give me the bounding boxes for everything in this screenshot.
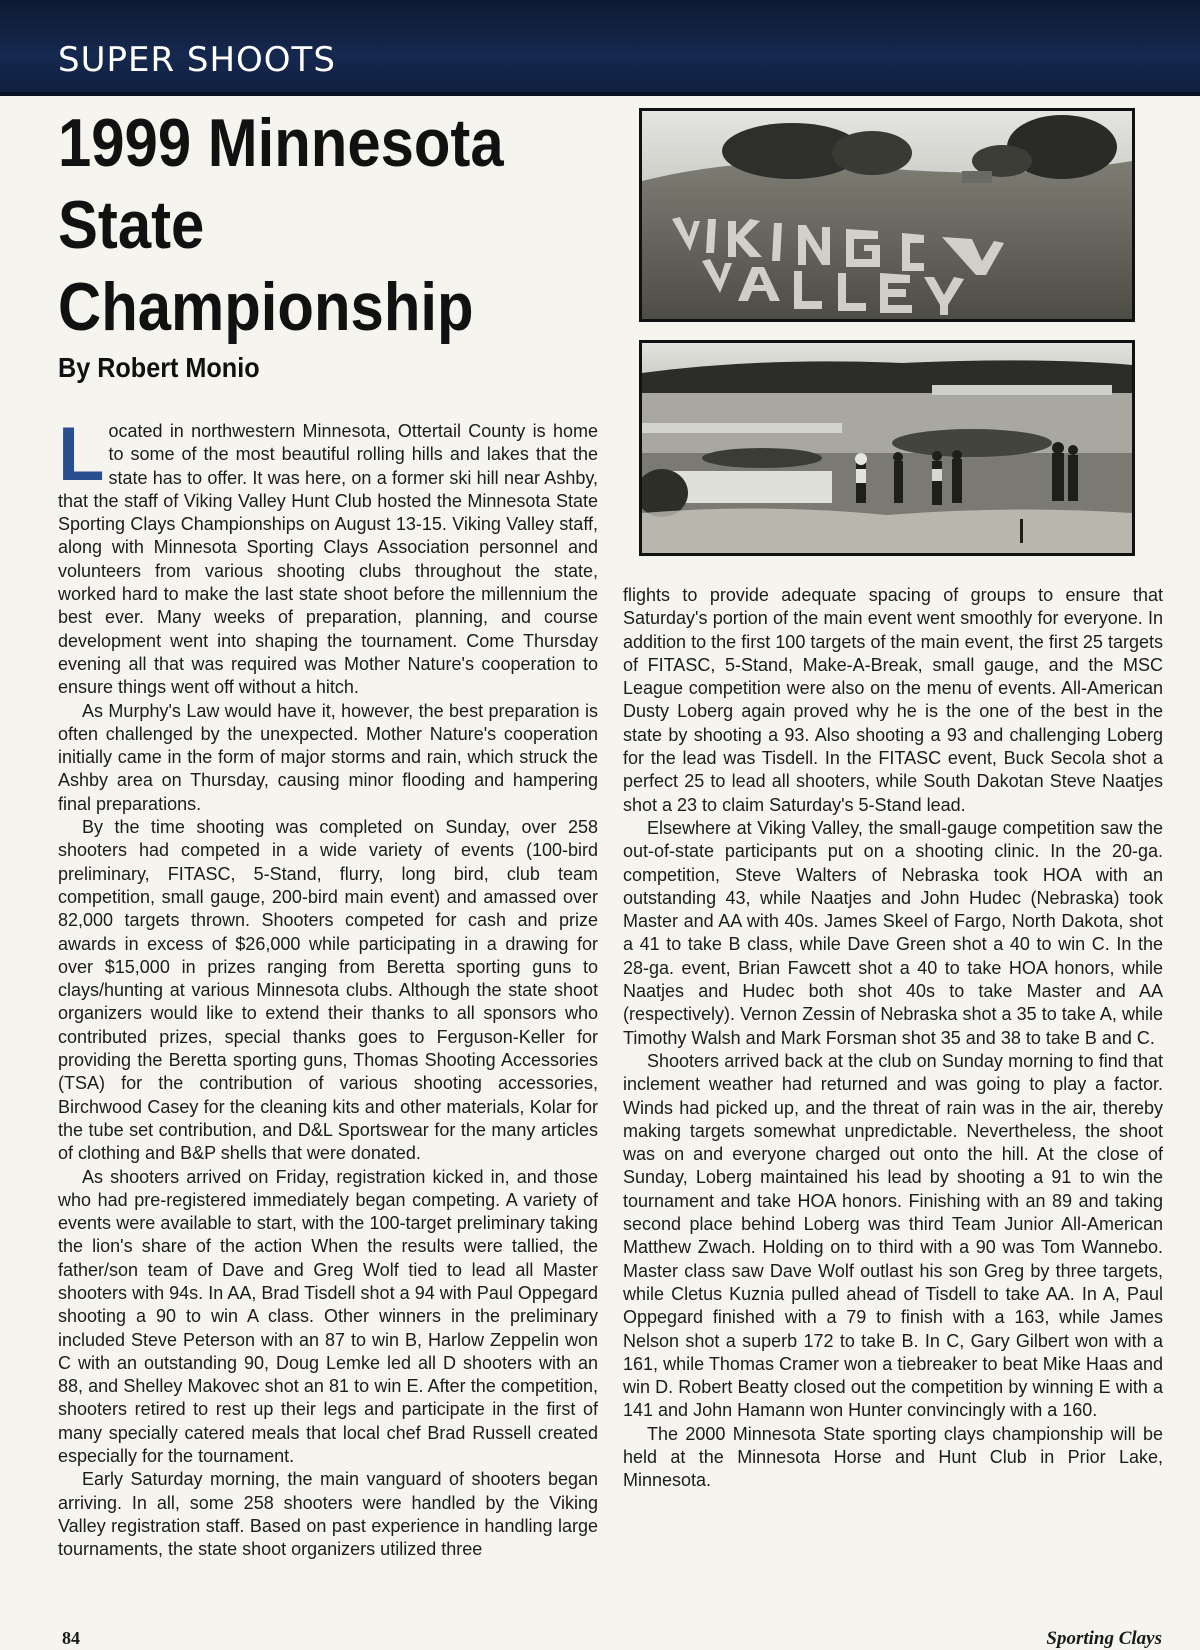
photo-viking-valley-hillside xyxy=(639,108,1135,322)
drop-cap: L xyxy=(58,412,105,497)
article-column-right xyxy=(623,584,1163,1493)
article-paragraph: Early Saturday morning, the main vanguard of shooters began arriving. In all, some 258 shooters were handled by the Viking Valley registration staff. Based on past experience in handling large tournaments, the state shoot organizers utilized three xyxy=(58,1469,598,1560)
section-banner xyxy=(0,0,1200,96)
article-column-left xyxy=(58,412,598,1562)
article-paragraph: By the time shooting was completed on Sunday, over 258 shooters had competed in a wide variety of events (100-bird preliminary, FITASC, 5-Stand, flurry, long bird, club team competition, small gauge, 200-bird main event) and amassed over 82,000 targets thrown. Shooters competed for cash and prize awards in excess of $26,000 while participating in a drawing for over $15,000 in prizes ranging from Beretta sporting guns to clays/hunting at various Minnesota clubs. Although the state shoot organizers would like to extend their thanks to all sponsors who contributed prizes, special thanks goes to Ferguson-Keller for providing the Beretta sporting guns, Thomas Shooting Accessories (TSA) for the contribution of various shooting accessories, Birchwood Casey for the cleaning kits and other materials, Kolar for the tube set contribution, and D&L Sportswear for the many articles of clothing and B&P shells that were donated. xyxy=(58,817,598,1164)
magazine-name: Sporting Clays xyxy=(1046,1628,1162,1649)
article-paragraph: As shooters arrived on Friday, registration kicked in, and those who had pre-registered immediately began competing. A variety of events were available to start, with the 100-target preliminary taking the lion's share of the action When the results were tallied, the father/son team of Dave and Greg Wolf tied to lead all Master shooters with 94s. In AA, Brad Tisdell shot a 94 with Paul Oppegard shooting a 90 to win A class. Other winners in the preliminary included Steve Peterson with an 87 to win B, Harlow Zeppelin won C with an outstanding 90, Doug Lemke led all D shooters with an 88, and Shelley Makovec shot an 81 to win E. After the competition, shooters retired to rest up their legs and participate in the first of many specially catered meals that local chef Brad Russell created especially for the tournament. xyxy=(58,1166,598,1467)
hillside-sign-image xyxy=(642,111,1132,319)
article-paragraph: As Murphy's Law would have it, however, the best preparation is often challenged by the unexpected. Mother Nature's cooperation initially came in the form of major storms and rain, which struck the Ashby area on Thursday, causing minor flooding and hampering final preparations. xyxy=(58,700,598,814)
lead-paragraph xyxy=(58,412,598,700)
photo-shooters-in-field xyxy=(639,340,1135,556)
lead-paragraph-text: ocated in northwestern Minnesota, Ottertail County is home to some of the most beautiful rolling hills and lakes that the state has to offer. It was here, on a former ski hill near Ashby, that the staff of Viking Valley Hunt Club hosted the Minnesota State Sporting Clays Championships on August 13-15. Viking Valley staff, along with Minnesota Sporting Clays Association personnel and volunteers from various shooting clubs throughout the state, worked hard to make the last state shoot before the millennium the best ever. Many weeks of preparation, planning, and course development went into shaping the tournament. Come Thursday evening all that was required was Mother Nature's cooperation to ensure things went off without a hitch. xyxy=(58,421,598,698)
article-paragraph: Shooters arrived back at the club on Sunday morning to find that inclement weather had returned and was going to play a factor. Winds had picked up, and the threat of rain was in the air, thereby making targets somewhat unpredictable. Nevertheless, the shoot was on and everyone charged out onto the hill. At the close of Sunday, Loberg maintained his lead by shooting a 91 to win the tournament and take HOA honors. Finishing with an 89 and taking second place behind Loberg was third Team Junior All-American Matthew Zwach. Holding on to third with a 90 was Tom Wannebo. Master class saw Dave Wolf outlast his son Greg by three targets, while Cletus Kuznia pulled ahead of Tisdell to take AA. In A, Paul Oppegard finished with a 79 to finish with a 163, while James Nelson shot a superb 172 to take B. In C, Gary Gilbert won with a 161, while Thomas Cramer won a tiebreaker to beat Mike Haas and win D. Robert Beatty closed out the competition by winning E with a 141 and John Hamann won Hunter convincingly with a 160. xyxy=(623,1050,1163,1421)
article-paragraph: flights to provide adequate spacing of groups to ensure that Saturday's portion of the main event went smoothly for everyone. In addition to the first 100 targets of the main event, the first 25 targets of FITASC, 5-Stand, Make-A-Break, small gauge, and the MSC League competition were also on the menu of events. All-American Dusty Loberg again proved why he is the one of the best in the state by shooting a 93. Also shooting a 93 and challenging Loberg for the lead was Tisdell. In the FITASC event, Buck Secola shot a perfect 25 to lead all shooters, while South Dakotan Steve Naatjes shot a 23 to claim Saturday's 5-Stand lead. xyxy=(623,585,1163,815)
page-number: 84 xyxy=(62,1628,80,1648)
article-paragraph: The 2000 Minnesota State sporting clays championship will be held at the Minnesota Horse and Hunt Club in Prior Lake, Minnesota. xyxy=(623,1423,1163,1491)
section-title: SUPER SHOOTS xyxy=(58,40,336,80)
shooters-field-image xyxy=(642,343,1132,553)
article-byline: By Robert Monio xyxy=(58,352,260,383)
article-paragraph: Elsewhere at Viking Valley, the small-gauge competition saw the out-of-state participants put on a shooting clinic. In the 20-ga. competition, Steve Walters of Nebraska took HOA with an outstanding 43, while Naatjes and John Hudec (Nebraska) took Master and AA with 40s. James Skeel of Fargo, North Dakota, shot a 41 to take B class, while Dave Green shot a 40 to win C. In the 28-ga. event, Brian Fawcett shot a 40 to take HOA honors, while Naatjes and Hudec both shot 40s to take Master and AA (respectively). Vernon Zessin of Nebraska shot a 35 to take A, while Timothy Walsh and Mark Forsman shot 35 and 38 to take B and C. xyxy=(623,817,1163,1048)
article-headline: 1999 Minnesota State Championship xyxy=(58,105,504,345)
